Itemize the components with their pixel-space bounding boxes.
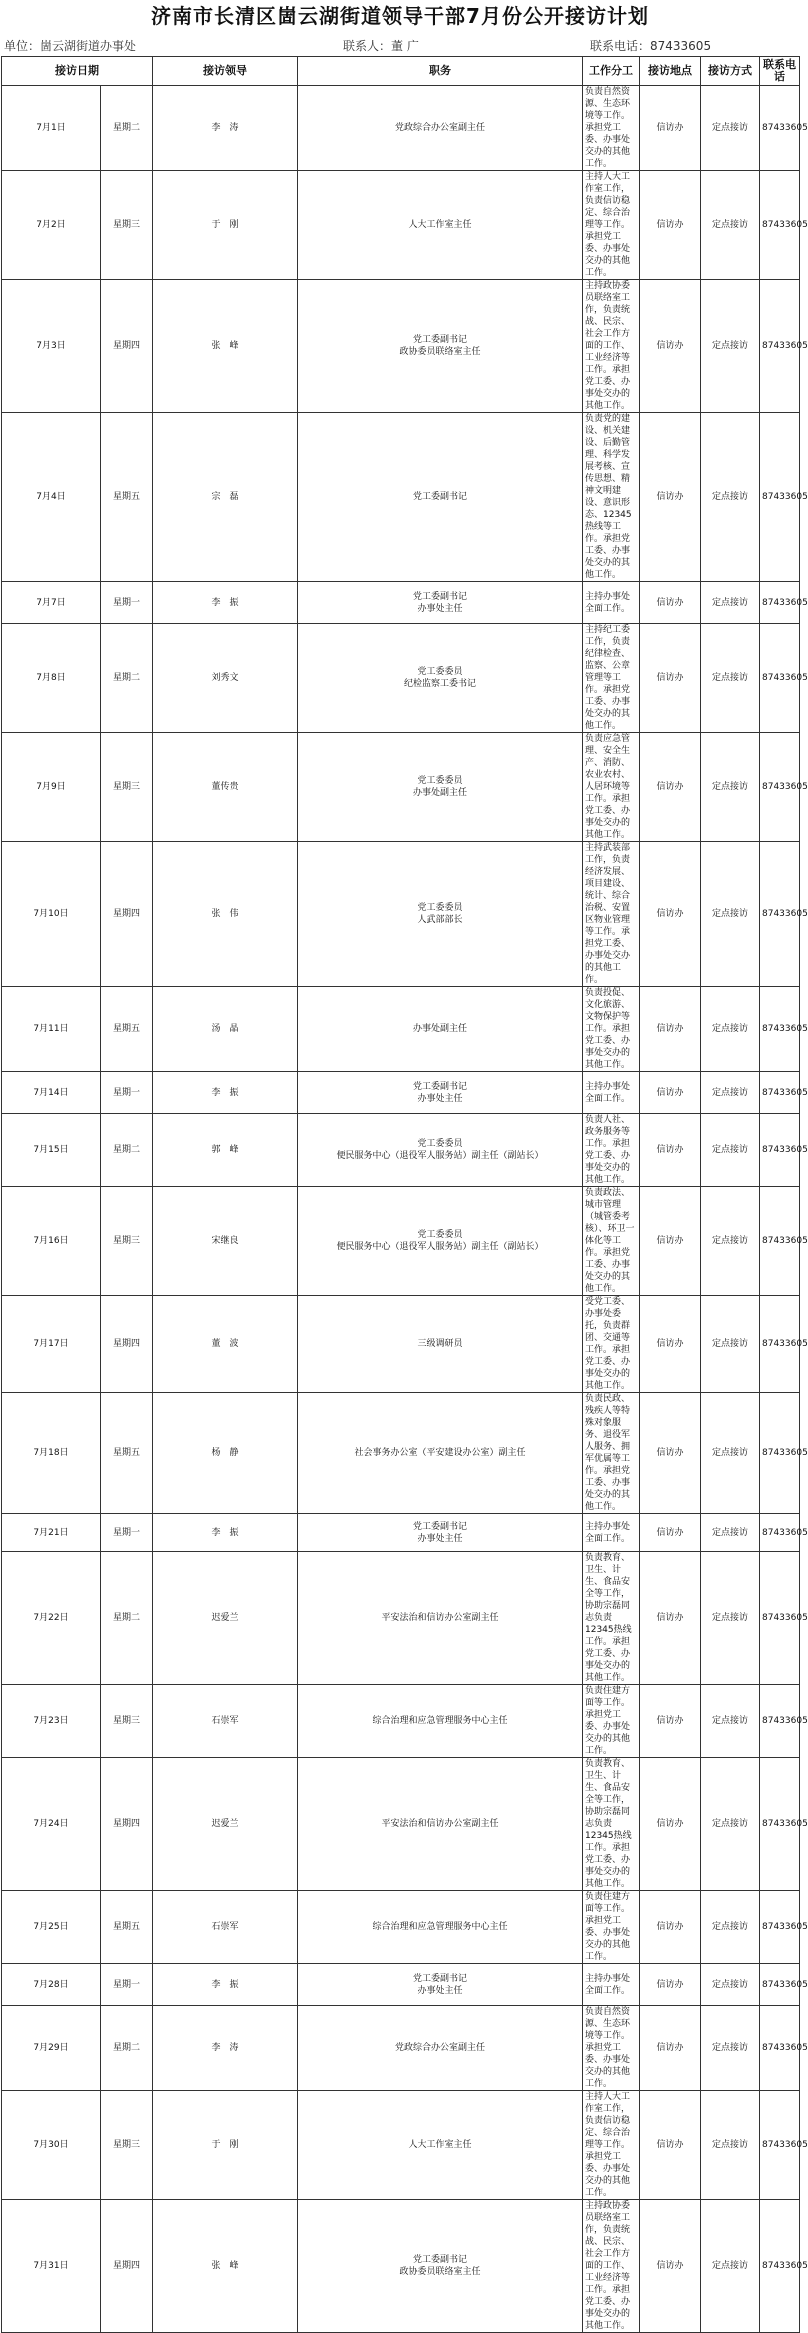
leader-cell: 刘秀文 bbox=[153, 624, 298, 733]
weekday-cell: 星期五 bbox=[101, 1891, 153, 1964]
date-cell: 7月21日 bbox=[2, 1514, 101, 1552]
method-cell: 定点接访 bbox=[701, 1187, 760, 1296]
position-cell: 人大工作室主任 bbox=[298, 2091, 583, 2200]
duty-cell: 负责人社、政务服务等工作。承担党工委、办事处交办的其他工作。 bbox=[583, 1114, 640, 1187]
phone-cell: 87433605 bbox=[760, 842, 800, 987]
phone-cell: 87433605 bbox=[760, 1758, 800, 1891]
position-cell: 党工委委员 办事处副主任 bbox=[298, 733, 583, 842]
method-cell: 定点接访 bbox=[701, 413, 760, 582]
date-cell: 7月11日 bbox=[2, 987, 101, 1072]
position-cell: 人大工作室主任 bbox=[298, 171, 583, 280]
date-cell: 7月16日 bbox=[2, 1187, 101, 1296]
phone-cell: 87433605 bbox=[760, 2200, 800, 2333]
date-cell: 7月25日 bbox=[2, 1891, 101, 1964]
leader-cell: 董传贵 bbox=[153, 733, 298, 842]
method-cell: 定点接访 bbox=[701, 1393, 760, 1514]
method-cell: 定点接访 bbox=[701, 2006, 760, 2091]
phone-cell: 87433605 bbox=[760, 413, 800, 582]
date-cell: 7月14日 bbox=[2, 1072, 101, 1114]
weekday-cell: 星期四 bbox=[101, 1758, 153, 1891]
table-row bbox=[2, 582, 800, 624]
phone-cell: 87433605 bbox=[760, 733, 800, 842]
table-row bbox=[2, 413, 800, 582]
duty-cell: 负责民政、残疾人等特殊对象服务、退役军人服务、拥军优属等工作。承担党工委、办事处交办的其他工作。 bbox=[583, 1393, 640, 1514]
date-cell: 7月1日 bbox=[2, 86, 101, 171]
table-row bbox=[2, 733, 800, 842]
phone-cell: 87433605 bbox=[760, 987, 800, 1072]
table-row bbox=[2, 280, 800, 413]
duty-cell: 主持办事处全面工作。 bbox=[583, 1964, 640, 2006]
place-cell: 信访办 bbox=[640, 1393, 701, 1514]
place-cell: 信访办 bbox=[640, 2006, 701, 2091]
date-cell: 7月31日 bbox=[2, 2200, 101, 2333]
duty-cell: 负责住建方面等工作。承担党工委、办事处交办的其他工作。 bbox=[583, 1891, 640, 1964]
place-cell: 信访办 bbox=[640, 733, 701, 842]
table-row bbox=[2, 1891, 800, 1964]
method-cell: 定点接访 bbox=[701, 2200, 760, 2333]
date-cell: 7月15日 bbox=[2, 1114, 101, 1187]
date-cell: 7月22日 bbox=[2, 1552, 101, 1685]
duty-cell: 负责自然资源、生态环境等工作。承担党工委、办事处交办的其他工作。 bbox=[583, 86, 640, 171]
weekday-cell: 星期四 bbox=[101, 842, 153, 987]
duty-cell: 负责党的建设、机关建设、后勤管理、科学发展考核、宣传思想、精神文明建设、意识形态、12345热线等工作。承担党工委、办事处交办的其他工作。 bbox=[583, 413, 640, 582]
position-cell: 党工委委员 便民服务中心（退役军人服务站）副主任（副站长） bbox=[298, 1114, 583, 1187]
place-cell: 信访办 bbox=[640, 1964, 701, 2006]
leader-cell: 郭 峰 bbox=[153, 1114, 298, 1187]
position-cell: 党工委副书记 办事处主任 bbox=[298, 1514, 583, 1552]
leader-cell: 于 刚 bbox=[153, 171, 298, 280]
date-cell: 7月10日 bbox=[2, 842, 101, 987]
leader-cell: 李 涛 bbox=[153, 86, 298, 171]
duty-cell: 主持武装部工作，负责经济发展、项目建设、统计、综合治税、安置区物业管理等工作。承担党工委、办事处交办的其他工作。 bbox=[583, 842, 640, 987]
position-cell: 平安法治和信访办公室副主任 bbox=[298, 1552, 583, 1685]
method-cell: 定点接访 bbox=[701, 987, 760, 1072]
weekday-cell: 星期一 bbox=[101, 1964, 153, 2006]
phone-cell: 87433605 bbox=[760, 171, 800, 280]
phone-cell: 87433605 bbox=[760, 1187, 800, 1296]
date-cell: 7月29日 bbox=[2, 2006, 101, 2091]
position-cell: 综合治理和应急管理服务中心主任 bbox=[298, 1685, 583, 1758]
duty-cell: 负责住建方面等工作。承担党工委、办事处交办的其他工作。 bbox=[583, 1685, 640, 1758]
date-cell: 7月3日 bbox=[2, 280, 101, 413]
weekday-cell: 星期五 bbox=[101, 413, 153, 582]
table-row bbox=[2, 1114, 800, 1187]
method-cell: 定点接访 bbox=[701, 1514, 760, 1552]
duty-cell: 负责政法、城市管理（城管委考核）、环卫一体化等工作。承担党工委、办事处交办的其他工作。 bbox=[583, 1187, 640, 1296]
duty-cell: 主持政协委员联络室工作，负责统战、民宗、社会工作方面的工作、工业经济等工作。承担党工委、办事处交办的其他工作。 bbox=[583, 2200, 640, 2333]
place-cell: 信访办 bbox=[640, 86, 701, 171]
date-cell: 7月24日 bbox=[2, 1758, 101, 1891]
leader-cell: 宋继良 bbox=[153, 1187, 298, 1296]
table-row bbox=[2, 1685, 800, 1758]
method-cell: 定点接访 bbox=[701, 624, 760, 733]
weekday-cell: 星期二 bbox=[101, 86, 153, 171]
table-row bbox=[2, 2091, 800, 2200]
leader-cell: 李 振 bbox=[153, 582, 298, 624]
weekday-cell: 星期五 bbox=[101, 987, 153, 1072]
place-cell: 信访办 bbox=[640, 582, 701, 624]
table-row bbox=[2, 171, 800, 280]
place-cell: 信访办 bbox=[640, 1514, 701, 1552]
date-cell: 7月2日 bbox=[2, 171, 101, 280]
place-cell: 信访办 bbox=[640, 2091, 701, 2200]
place-cell: 信访办 bbox=[640, 1891, 701, 1964]
place-cell: 信访办 bbox=[640, 2200, 701, 2333]
weekday-cell: 星期二 bbox=[101, 1552, 153, 1685]
position-cell: 办事处副主任 bbox=[298, 987, 583, 1072]
table-row bbox=[2, 2200, 800, 2333]
place-cell: 信访办 bbox=[640, 1758, 701, 1891]
position-cell: 党工委副书记 政协委员联络室主任 bbox=[298, 2200, 583, 2333]
method-cell: 定点接访 bbox=[701, 1072, 760, 1114]
leader-cell: 张 峰 bbox=[153, 2200, 298, 2333]
leader-cell: 汤 晶 bbox=[153, 987, 298, 1072]
phone-cell: 87433605 bbox=[760, 1296, 800, 1393]
header-position: 职务 bbox=[298, 57, 583, 86]
date-cell: 7月8日 bbox=[2, 624, 101, 733]
weekday-cell: 星期二 bbox=[101, 624, 153, 733]
phone-cell: 87433605 bbox=[760, 280, 800, 413]
header-phone: 联系电话 bbox=[760, 57, 800, 86]
table-row bbox=[2, 1393, 800, 1514]
phone-cell: 87433605 bbox=[760, 1685, 800, 1758]
place-cell: 信访办 bbox=[640, 842, 701, 987]
header-row bbox=[2, 57, 800, 86]
table-row bbox=[2, 86, 800, 171]
method-cell: 定点接访 bbox=[701, 86, 760, 171]
place-cell: 信访办 bbox=[640, 1552, 701, 1685]
position-cell: 党工委副书记 办事处主任 bbox=[298, 1964, 583, 2006]
place-cell: 信访办 bbox=[640, 1114, 701, 1187]
phone-cell: 87433605 bbox=[760, 1552, 800, 1685]
header-leader: 接访领导 bbox=[153, 57, 298, 86]
phone-cell: 87433605 bbox=[760, 1114, 800, 1187]
method-cell: 定点接访 bbox=[701, 1552, 760, 1685]
phone-cell: 87433605 bbox=[760, 2006, 800, 2091]
weekday-cell: 星期四 bbox=[101, 1296, 153, 1393]
phone-cell: 87433605 bbox=[760, 2091, 800, 2200]
leader-cell: 于 刚 bbox=[153, 2091, 298, 2200]
date-cell: 7月17日 bbox=[2, 1296, 101, 1393]
leader-cell: 杨 静 bbox=[153, 1393, 298, 1514]
header-date: 接访日期 bbox=[2, 57, 153, 86]
duty-cell: 负责投促、文化旅游、文物保护等工作。承担党工委、办事处交办的其他工作。 bbox=[583, 987, 640, 1072]
duty-cell: 负责应急管理、安全生产、消防、农业农村、人居环境等工作。承担党工委、办事处交办的其他工作。 bbox=[583, 733, 640, 842]
place-cell: 信访办 bbox=[640, 1072, 701, 1114]
phone-cell: 87433605 bbox=[760, 1393, 800, 1514]
weekday-cell: 星期一 bbox=[101, 582, 153, 624]
date-cell: 7月18日 bbox=[2, 1393, 101, 1514]
leader-cell: 李 涛 bbox=[153, 2006, 298, 2091]
duty-cell: 受党工委、办事处委托，负责群团、交通等工作。承担党工委、办事处交办的其他工作。 bbox=[583, 1296, 640, 1393]
leader-cell: 石崇军 bbox=[153, 1891, 298, 1964]
method-cell: 定点接访 bbox=[701, 733, 760, 842]
position-cell: 党工委委员 便民服务中心（退役军人服务站）副主任（副站长） bbox=[298, 1187, 583, 1296]
place-cell: 信访办 bbox=[640, 987, 701, 1072]
date-cell: 7月28日 bbox=[2, 1964, 101, 2006]
table-row bbox=[2, 842, 800, 987]
position-cell: 党工委委员 人武部部长 bbox=[298, 842, 583, 987]
table-row bbox=[2, 2006, 800, 2091]
phone-cell: 87433605 bbox=[760, 624, 800, 733]
contact-label: 联系人：董 广 bbox=[343, 39, 419, 53]
date-cell: 7月30日 bbox=[2, 2091, 101, 2200]
weekday-cell: 星期五 bbox=[101, 1393, 153, 1514]
weekday-cell: 星期三 bbox=[101, 2091, 153, 2200]
phone-cell: 87433605 bbox=[760, 1891, 800, 1964]
date-cell: 7月23日 bbox=[2, 1685, 101, 1758]
weekday-cell: 星期三 bbox=[101, 733, 153, 842]
position-cell: 三级调研员 bbox=[298, 1296, 583, 1393]
duty-cell: 主持办事处全面工作。 bbox=[583, 582, 640, 624]
weekday-cell: 星期一 bbox=[101, 1072, 153, 1114]
duty-cell: 负责教育、卫生、计生、食品安全等工作，协助宗磊同志负责12345热线工作。承担党工委、办事处交办的其他工作。 bbox=[583, 1758, 640, 1891]
table-row bbox=[2, 1072, 800, 1114]
leader-cell: 董 波 bbox=[153, 1296, 298, 1393]
duty-cell: 主持人大工作室工作，负责信访稳定、综合治理等工作。承担党工委、办事处交办的其他工作。 bbox=[583, 171, 640, 280]
position-cell: 党政综合办公室副主任 bbox=[298, 2006, 583, 2091]
leader-cell: 张 峰 bbox=[153, 280, 298, 413]
weekday-cell: 星期一 bbox=[101, 1514, 153, 1552]
date-cell: 7月7日 bbox=[2, 582, 101, 624]
place-cell: 信访办 bbox=[640, 413, 701, 582]
leader-cell: 李 振 bbox=[153, 1072, 298, 1114]
method-cell: 定点接访 bbox=[701, 1685, 760, 1758]
place-cell: 信访办 bbox=[640, 1685, 701, 1758]
page-title: 济南市长清区崮云湖街道领导干部7月份公开接访计划 bbox=[151, 4, 649, 28]
schedule-table bbox=[1, 56, 808, 2333]
duty-cell: 负责自然资源、生态环境等工作。承担党工委、办事处交办的其他工作。 bbox=[583, 2006, 640, 2091]
method-cell: 定点接访 bbox=[701, 1891, 760, 1964]
weekday-cell: 星期二 bbox=[101, 1114, 153, 1187]
method-cell: 定点接访 bbox=[701, 842, 760, 987]
header-method: 接访方式 bbox=[701, 57, 760, 86]
place-cell: 信访办 bbox=[640, 171, 701, 280]
table-row bbox=[2, 1187, 800, 1296]
position-cell: 平安法治和信访办公室副主任 bbox=[298, 1758, 583, 1891]
position-cell: 党工委副书记 政协委员联络室主任 bbox=[298, 280, 583, 413]
table-row bbox=[2, 1552, 800, 1685]
weekday-cell: 星期三 bbox=[101, 1685, 153, 1758]
duty-cell: 主持办事处全面工作。 bbox=[583, 1514, 640, 1552]
table-row bbox=[2, 1758, 800, 1891]
position-cell: 党工委副书记 bbox=[298, 413, 583, 582]
duty-cell: 主持办事处全面工作。 bbox=[583, 1072, 640, 1114]
position-cell: 党工委委员 纪检监察工委书记 bbox=[298, 624, 583, 733]
table-row bbox=[2, 1514, 800, 1552]
leader-cell: 迟爱兰 bbox=[153, 1758, 298, 1891]
phone-label: 联系电话：87433605 bbox=[590, 39, 712, 53]
leader-cell: 李 振 bbox=[153, 1964, 298, 2006]
position-cell: 党工委副书记 办事处主任 bbox=[298, 1072, 583, 1114]
duty-cell: 主持人大工作室工作，负责信访稳定、综合治理等工作。承担党工委、办事处交办的其他工作。 bbox=[583, 2091, 640, 2200]
place-cell: 信访办 bbox=[640, 624, 701, 733]
header-duty: 工作分工 bbox=[583, 57, 640, 86]
method-cell: 定点接访 bbox=[701, 1758, 760, 1891]
table-row bbox=[2, 624, 800, 733]
info-bar bbox=[0, 32, 800, 56]
method-cell: 定点接访 bbox=[701, 1964, 760, 2006]
date-cell: 7月4日 bbox=[2, 413, 101, 582]
duty-cell: 负责教育、卫生、计生、食品安全等工作，协助宗磊同志负责12345热线工作。承担党工委、办事处交办的其他工作。 bbox=[583, 1552, 640, 1685]
duty-cell: 主持政协委员联络室工作，负责统战、民宗、社会工作方面的工作、工业经济等工作。承担党工委、办事处交办的其他工作。 bbox=[583, 280, 640, 413]
weekday-cell: 星期三 bbox=[101, 171, 153, 280]
leader-cell: 宗 磊 bbox=[153, 413, 298, 582]
phone-cell: 87433605 bbox=[760, 1964, 800, 2006]
leader-cell: 石崇军 bbox=[153, 1685, 298, 1758]
method-cell: 定点接访 bbox=[701, 1296, 760, 1393]
method-cell: 定点接访 bbox=[701, 2091, 760, 2200]
position-cell: 党工委副书记 办事处主任 bbox=[298, 582, 583, 624]
weekday-cell: 星期四 bbox=[101, 280, 153, 413]
table-row bbox=[2, 987, 800, 1072]
duty-cell: 主持纪工委工作，负责纪律检查、监察、公章管理等工作。承担党工委、办事处交办的其他工作。 bbox=[583, 624, 640, 733]
position-cell: 社会事务办公室（平安建设办公室）副主任 bbox=[298, 1393, 583, 1514]
place-cell: 信访办 bbox=[640, 1187, 701, 1296]
table-row bbox=[2, 1296, 800, 1393]
phone-cell: 87433605 bbox=[760, 1514, 800, 1552]
method-cell: 定点接访 bbox=[701, 171, 760, 280]
phone-cell: 87433605 bbox=[760, 1072, 800, 1114]
header-place: 接访地点 bbox=[640, 57, 701, 86]
phone-cell: 87433605 bbox=[760, 582, 800, 624]
unit-label: 单位：崮云湖街道办事处 bbox=[4, 39, 137, 53]
weekday-cell: 星期四 bbox=[101, 2200, 153, 2333]
phone-cell: 87433605 bbox=[760, 86, 800, 171]
method-cell: 定点接访 bbox=[701, 582, 760, 624]
place-cell: 信访办 bbox=[640, 280, 701, 413]
method-cell: 定点接访 bbox=[701, 280, 760, 413]
weekday-cell: 星期三 bbox=[101, 1187, 153, 1296]
position-cell: 综合治理和应急管理服务中心主任 bbox=[298, 1891, 583, 1964]
leader-cell: 李 振 bbox=[153, 1514, 298, 1552]
leader-cell: 迟爱兰 bbox=[153, 1552, 298, 1685]
leader-cell: 张 伟 bbox=[153, 842, 298, 987]
table-row bbox=[2, 1964, 800, 2006]
position-cell: 党政综合办公室副主任 bbox=[298, 86, 583, 171]
method-cell: 定点接访 bbox=[701, 1114, 760, 1187]
place-cell: 信访办 bbox=[640, 1296, 701, 1393]
weekday-cell: 星期二 bbox=[101, 2006, 153, 2091]
date-cell: 7月9日 bbox=[2, 733, 101, 842]
